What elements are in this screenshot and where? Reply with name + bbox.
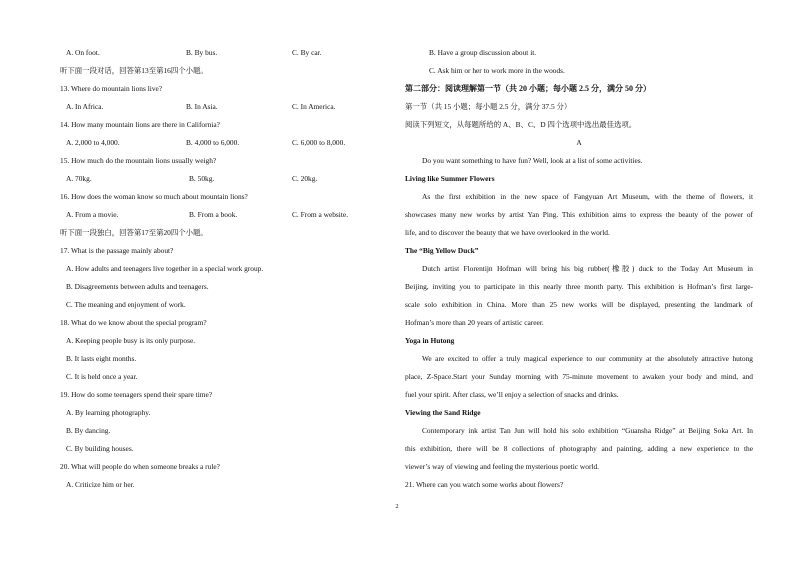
option-a: A. 2,000 to 4,000.	[66, 138, 120, 147]
option-b: B. From a book.	[189, 210, 238, 219]
part-two-heading: 第二部分：阅读理解第一节（共 20 小题；每小题 2.5 分，满分 50 分）	[405, 84, 651, 93]
option-c: C. The meaning and enjoyment of work.	[66, 300, 186, 309]
paragraph-line: showcases many new works by artist Yan Ping. This exhibition aims to express the beauty of the power of	[405, 210, 753, 219]
paragraph-line: Beijing, inviting you to participate in this nearly three month party. This exhibition is Hofman’s first large-	[405, 282, 753, 291]
question-17: 17. What is the passage mainly about?	[60, 246, 174, 255]
reading-instruction: 阅读下列短文，从每题所给的 A、B、C、D 四个选项中选出最佳选项。	[405, 120, 637, 129]
option-a: A. Criticize him or her.	[66, 480, 135, 489]
paragraph-line: Hofman’s more than 20 years of artistic career.	[405, 318, 544, 327]
paragraph-line: place, Z-Space.Start your Sunday morning with 75-minute movement to awaken your body and mind, and	[405, 372, 753, 381]
option-c: C. From a website.	[292, 210, 349, 219]
option-b: B. By dancing.	[66, 426, 111, 435]
paragraph-line: Contemporary ink artist Tan Jun will hold his solo exhibition “Guansha Ridge” at Beijing Soka Art. In	[422, 426, 753, 435]
activity-heading: Living like Summer Flowers	[405, 174, 495, 183]
paragraph-line: fuel your spirit. After class, we’ll enjoy a selection of snacks and drinks.	[405, 390, 619, 399]
option-b: B. 4,000 to 6,000.	[186, 138, 240, 147]
question-14: 14. How many mountain lions are there in California?	[60, 120, 220, 129]
activity-heading: Yoga in Hutong	[405, 336, 455, 345]
paragraph-line: scale solo exhibition in China. More than 25 new works will be displayed, presenting the landmark of	[405, 300, 753, 309]
question-19: 19. How do some teenagers spend their spare time?	[60, 390, 213, 399]
activity-heading: The “Big Yellow Duck”	[405, 246, 479, 255]
paragraph-line: this exhibition, there will be 8 collections of photography and painting, adding a new experience to the	[405, 444, 753, 453]
option-b: B. In Asia.	[186, 102, 218, 111]
option-c: C. In America.	[292, 102, 336, 111]
section-one-heading: 第一节（共 15 小题；每小题 2.5 分，满分 37.5 分）	[405, 102, 572, 111]
option-b: B. 50kg.	[189, 174, 215, 183]
option-a: A. Keeping people busy is its only purpose.	[66, 336, 196, 345]
activity-heading: Viewing the Sand Ridge	[405, 408, 481, 417]
paragraph-line: viewer’s way of viewing and feeling the mysterious poetic world.	[405, 462, 600, 471]
option-c: C. 20kg.	[292, 174, 318, 183]
option-a: A. How adults and teenagers live together in a special work group.	[66, 264, 264, 273]
paragraph-line: Dutch artist Florentijn Hofman will bring his big rubber(橡胶) duck to the Today Art Museum in	[422, 264, 753, 273]
paragraph-line: life, and to discover the beauty that we have overlooked in the world.	[405, 228, 610, 237]
option-c: C. 6,000 to 8,000.	[292, 138, 346, 147]
option-c: C. It is held once a year.	[66, 372, 138, 381]
question-13: 13. Where do mountain lions live?	[60, 84, 163, 93]
page-number: 2	[395, 503, 399, 510]
option-a: A. By learning photography.	[66, 408, 151, 417]
option-a: A. On foot.	[66, 48, 100, 57]
passage-intro: Do you want something to have fun? Well, look at a list of some activities.	[422, 156, 643, 165]
question-21: 21. Where can you watch some works about flowers?	[405, 480, 564, 489]
question-20: 20. What will people do when someone breaks a rule?	[60, 462, 220, 471]
option-a: A. In Africa.	[66, 102, 104, 111]
question-18: 18. What do we know about the special program?	[60, 318, 207, 327]
passage-label: A	[576, 138, 582, 147]
paragraph-line: We are excited to offer a truly magical experience to our community at the absolutely attractive hutong	[422, 354, 753, 363]
question-15: 15. How much do the mountain lions usually weigh?	[60, 156, 217, 165]
option-b: B. Disagreements between adults and teenagers.	[66, 282, 209, 291]
listening-instruction: 听下面一段独白，回答第17至第20四个小题。	[60, 228, 208, 237]
option-c: C. By building houses.	[66, 444, 134, 453]
option-b: B. It lasts eight months.	[66, 354, 137, 363]
option-a: A. From a movie.	[66, 210, 119, 219]
listening-instruction: 听下面一段对话，回答第13至第16四个小题。	[60, 66, 208, 75]
paragraph-line: As the first exhibition in the new space of Fangyuan Art Museum, with the theme of flowers, it	[422, 192, 753, 201]
option-c: C. By car.	[292, 48, 322, 57]
option-b: B. Have a group discussion about it.	[429, 48, 537, 57]
question-16: 16. How does the woman know so much about mountain lions?	[60, 192, 248, 201]
option-c: C. Ask him or her to work more in the woods.	[429, 66, 565, 75]
option-b: B. By bus.	[186, 48, 218, 57]
option-a: A. 70kg.	[66, 174, 92, 183]
